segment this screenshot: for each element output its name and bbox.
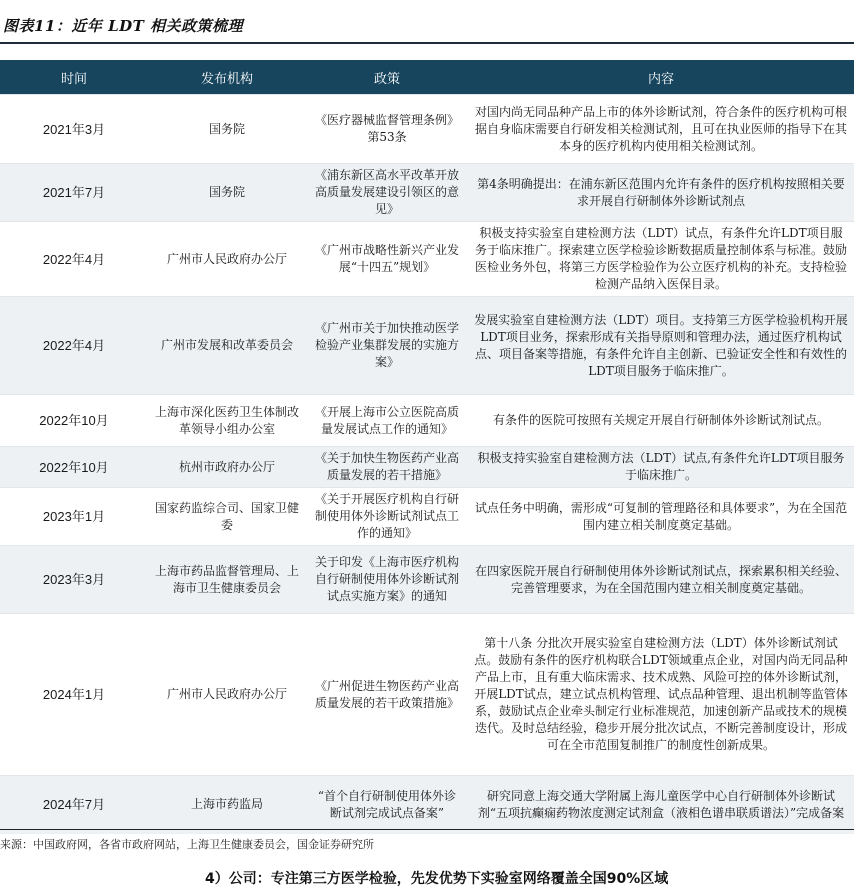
next-section-heading: 4）公司：专注第三方医学检验，先发优势下实验室网络覆盖全国90%区域: [205, 871, 669, 887]
cell-org: 杭州市政府办公厅: [148, 447, 306, 488]
table-row: [0, 614, 854, 776]
cell-org: 广州市人民政府办公厅: [148, 222, 306, 297]
cell-content: 在四家医院开展自行研制使用体外诊断试剂试点，探索累积相关经验、完善管理要求，为在全国范围内建立相关制度奠定基础。: [468, 546, 854, 614]
table-row: [0, 297, 854, 395]
cell-policy: 关于印发《上海市医疗机构自行研制使用体外诊断试剂试点实施方案》的通知: [306, 546, 468, 614]
cell-policy: 《广州促进生物医药产业高质量发展的若干政策措施》: [306, 614, 468, 776]
cell-content: 试点任务中明确，需形成“可复制的管理路径和具体要求”，为在全国范围内建立相关制度奠定基础。: [468, 488, 854, 546]
cell-policy: 《医疗器械监督管理条例》第53条: [306, 95, 468, 164]
cell-policy: 《关于加快生物医药产业高质量发展的若干措施》: [306, 447, 468, 488]
cell-policy: 《开展上海市公立医院高质量发展试点工作的通知》: [306, 395, 468, 447]
cell-time: 2021年7月: [0, 164, 148, 222]
cell-time: 2024年7月: [0, 776, 148, 834]
header-org: 发布机构: [148, 60, 306, 95]
cell-org: 国家药监综合司、国家卫健委: [148, 488, 306, 546]
table-header-row: [0, 60, 854, 95]
cell-content: 有条件的医院可按照有关规定开展自行研制体外诊断试剂试点。: [468, 395, 854, 447]
cell-content: 积极支持实验室自建检测方法（LDT）试点,有条件允许LDT项目服务于临床推广。: [468, 447, 854, 488]
table-row: [0, 447, 854, 488]
cell-time: 2022年10月: [0, 447, 148, 488]
table-row: [0, 488, 854, 546]
cell-org: 广州市人民政府办公厅: [148, 614, 306, 776]
cell-policy: 《浦东新区高水平改革开放高质量发展建设引领区的意见》: [306, 164, 468, 222]
cell-org: 上海市药监局: [148, 776, 306, 834]
cell-content: 第4条明确提出：在浦东新区范围内允许有条件的医疗机构按照相关要求开展自行研制体外诊断试剂点: [468, 164, 854, 222]
table-row: [0, 395, 854, 447]
cell-policy: 《广州市战略性新兴产业发展“十四五”规划》: [306, 222, 468, 297]
cell-content: 研究同意上海交通大学附属上海儿童医学中心自行研制体外诊断试剂“五项抗癫痫药物浓度测定试剂盒（液相色谱串联质谱法）”完成备案: [468, 776, 854, 834]
cell-policy: “首个自行研制使用体外诊断试剂完成试点备案”: [306, 776, 468, 834]
cell-content: 第十八条 分批次开展实验室自建检测方法（LDT）体外诊断试剂试点。鼓励有条件的医疗机构联合LDT领域重点企业，对国内尚无同品种产品上市，且有重大临床需求、技术成熟、风险可控的体外诊断试剂，开展LDT试点，建立试点机构管理、试点品种管理、退出机制等监管体系，鼓励试点企业牵头制定行业标准规范，加速创新产品或技术的规模迭代。及时总结经验，稳步开展分批次试点，不断完善制度设计，形成可在全市范围复制推广的制度性创新成果。: [468, 614, 854, 776]
cell-time: 2022年4月: [0, 222, 148, 297]
policy-table: [0, 60, 854, 834]
cell-content: 发展实验室自建检测方法（LDT）项目。支持第三方医学检验机构开展LDT项目业务，探索形成有关指导原则和管理办法，通过医疗机构试点、项目备案等措施，有条件允许自主创新、已验证安全性和有效性的LDT项目服务于临床推广。: [468, 297, 854, 395]
cell-time: 2023年1月: [0, 488, 148, 546]
table-bottom-divider: [0, 829, 854, 830]
cell-time: 2024年1月: [0, 614, 148, 776]
cell-time: 2021年3月: [0, 95, 148, 164]
header-time: 时间: [0, 60, 148, 95]
source-note: 来源：中国政府网，各省市政府网站，上海卫生健康委员会，国金证券研究所: [0, 838, 374, 851]
table-row: [0, 546, 854, 614]
cell-org: 国务院: [148, 164, 306, 222]
cell-org: 国务院: [148, 95, 306, 164]
cell-policy: 《广州市关于加快推动医学检验产业集群发展的实施方案》: [306, 297, 468, 395]
table-row: [0, 95, 854, 164]
table-row: [0, 164, 854, 222]
header-policy: 政策: [306, 60, 468, 95]
cell-policy: 《关于开展医疗机构自行研制使用体外诊断试剂试点工作的通知》: [306, 488, 468, 546]
figure-title: 图表11：近年 LDT 相关政策梳理: [3, 17, 244, 35]
cell-time: 2023年3月: [0, 546, 148, 614]
cell-content: 积极支持实验室自建检测方法（LDT）试点，有条件允许LDT项目服务于临床推广。探索建立医学检验诊断数据质量控制体系与标准。鼓励医检业务外包，将第三方医学检验作为公立医疗机构的补充。支持检验检测产品纳入医保目录。: [468, 222, 854, 297]
cell-time: 2022年10月: [0, 395, 148, 447]
cell-org: 上海市药品监督管理局、上海市卫生健康委员会: [148, 546, 306, 614]
title-divider: [0, 42, 854, 44]
cell-org: 上海市深化医药卫生体制改革领导小组办公室: [148, 395, 306, 447]
cell-org: 广州市发展和改革委员会: [148, 297, 306, 395]
header-content: 内容: [468, 60, 854, 95]
cell-content: 对国内尚无同品种产品上市的体外诊断试剂，符合条件的医疗机构可根据自身临床需要自行研发相关检测试剂，且可在执业医师的指导下在其本身的医疗机构内使用相关检测试剂。: [468, 95, 854, 164]
cell-time: 2022年4月: [0, 297, 148, 395]
table-row: [0, 776, 854, 834]
table-row: [0, 222, 854, 297]
